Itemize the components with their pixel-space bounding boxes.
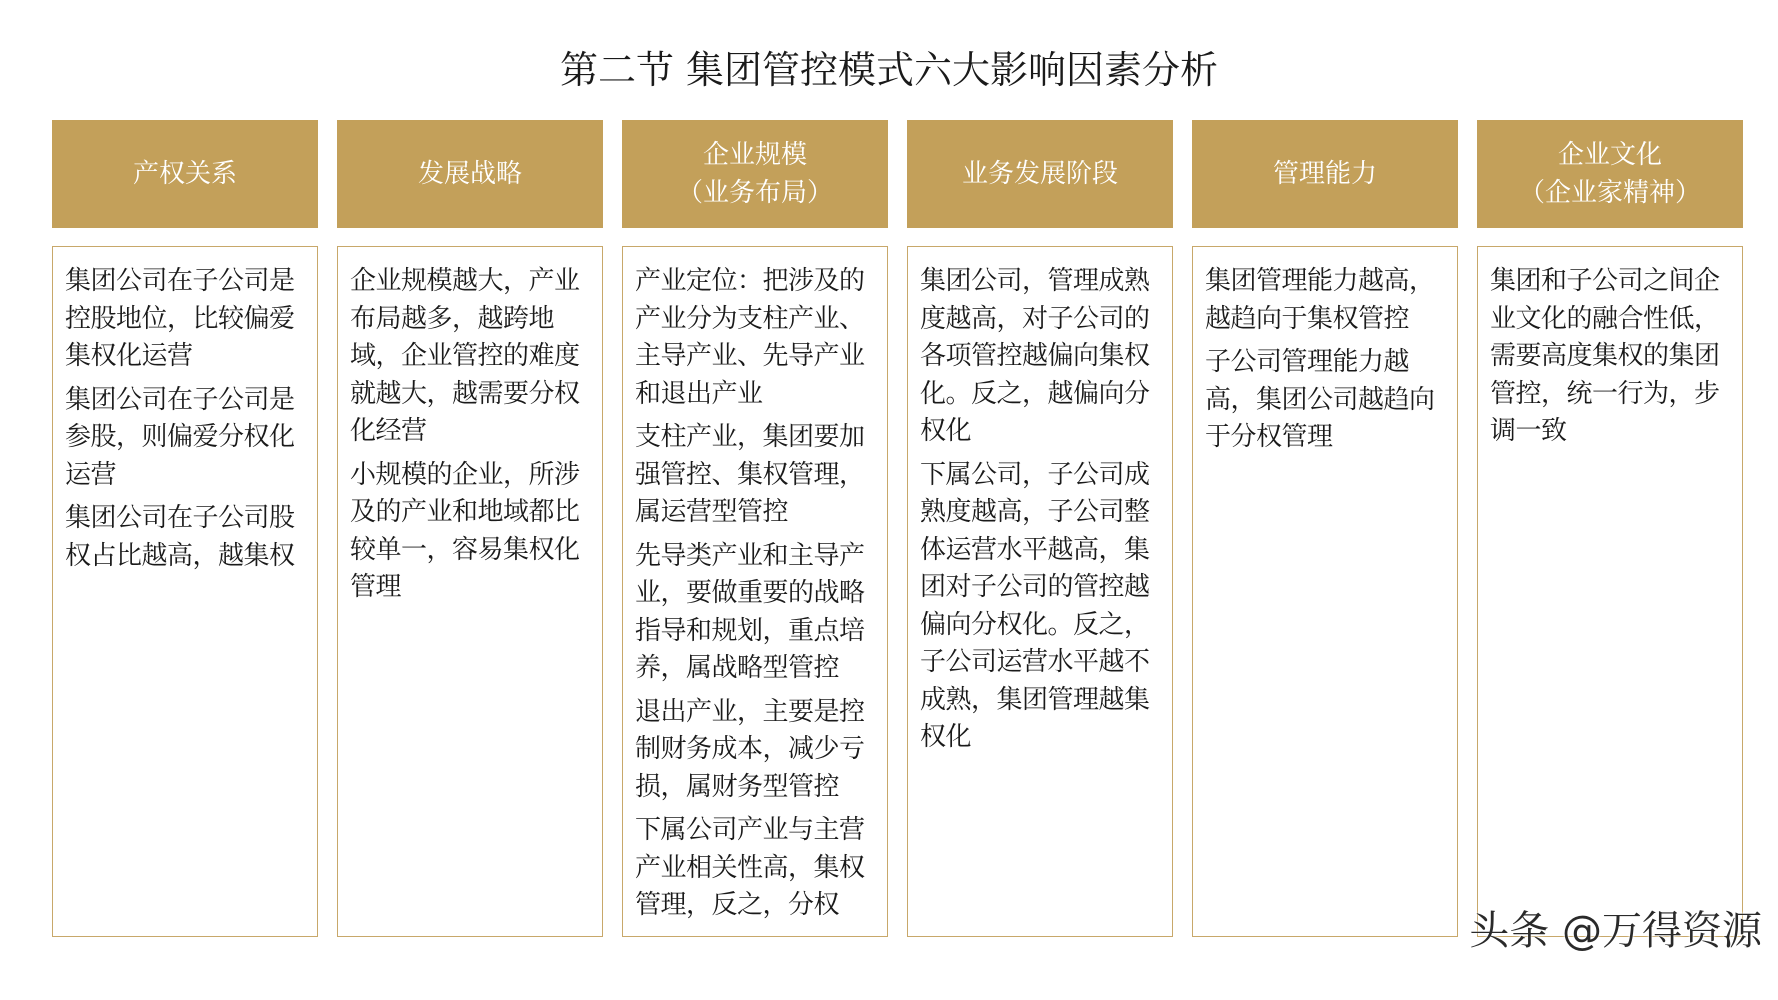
factor-body — [622, 246, 888, 937]
factor-header-line: 管理能力 — [1272, 159, 1377, 189]
factor-header — [622, 120, 888, 228]
factor-body — [337, 246, 603, 937]
factor-column — [1477, 120, 1743, 937]
factor-body — [1477, 246, 1743, 937]
factor-paragraph: 集团公司在子公司股权占比越高，越集权 — [65, 503, 295, 571]
factor-paragraph: 集团公司在子公司是参股，则偏爱分权化运营 — [65, 384, 295, 490]
factor-body — [1192, 246, 1458, 937]
factor-column — [52, 120, 318, 937]
factor-body — [907, 246, 1173, 937]
factor-paragraph: 支柱产业，集团要加强管控、集权管理，属运营型管控 — [635, 422, 865, 527]
factor-column — [1192, 120, 1458, 937]
factor-header — [52, 120, 318, 228]
factor-paragraph: 集团和子公司之间企业文化的融合性低，需要高度集权的集团管控，统一行为，步调一致 — [1490, 266, 1720, 446]
watermark: 头条 @万得资源 — [1469, 908, 1762, 954]
factor-column — [337, 120, 603, 937]
factor-header — [907, 120, 1173, 228]
factor-header — [1192, 120, 1458, 228]
factor-paragraph: 小规模的企业，所涉及的产业和地域都比较单一，容易集权化管理 — [350, 459, 580, 602]
factor-body — [52, 246, 318, 937]
factor-header-line: 企业文化 — [1557, 140, 1662, 170]
factor-paragraph: 集团管理能力越高，越趋向于集权管控 — [1205, 266, 1435, 334]
factor-paragraph: 集团公司，管理成熟度越高，对子公司的各项管控越偏向集权化。反之，越偏向分权化 — [920, 266, 1150, 446]
factor-column — [907, 120, 1173, 937]
factor-paragraph: 企业规模越大，产业布局越多，越跨地域，企业管控的难度就越大，越需要分权化经营 — [350, 266, 580, 446]
factor-header — [1477, 120, 1743, 228]
factor-paragraph: 先导类产业和主导产业，要做重要的战略指导和规划，重点培养，属战略型管控 — [635, 540, 865, 683]
factor-paragraph: 退出产业，主要是控制财务成本，减少亏损，属财务型管控 — [635, 696, 865, 802]
factor-header-line: 企业规模 — [702, 140, 807, 170]
factor-header-line: 产权关系 — [132, 159, 237, 189]
factor-header-line: （企业家精神） — [1518, 178, 1701, 208]
factor-paragraph: 子公司管理能力越高，集团公司越趋向于分权管理 — [1205, 347, 1435, 452]
factor-column — [622, 120, 888, 937]
factor-paragraph: 下属公司产业与主营产业相关性高，集权管理，反之，分权 — [635, 815, 865, 920]
page-title: 第二节 集团管控模式六大影响因素分析 — [559, 48, 1219, 92]
factor-paragraph: 集团公司在子公司是控股地位，比较偏爱集权化运营 — [65, 266, 295, 371]
factor-header — [337, 120, 603, 228]
factor-paragraph: 产业定位：把涉及的产业分为支柱产业、主导产业、先导产业和退出产业 — [635, 266, 865, 409]
factor-header-line: 业务发展阶段 — [961, 159, 1118, 189]
factor-paragraph: 下属公司，子公司成熟度越高，子公司整体运营水平越高，集团对子公司的管控越偏向分权化。反之，子公司运营水平越不成熟，集团管理越集权化 — [920, 459, 1150, 752]
factor-header-line: （业务布局） — [676, 178, 833, 208]
factor-header-line: 发展战略 — [417, 159, 522, 189]
